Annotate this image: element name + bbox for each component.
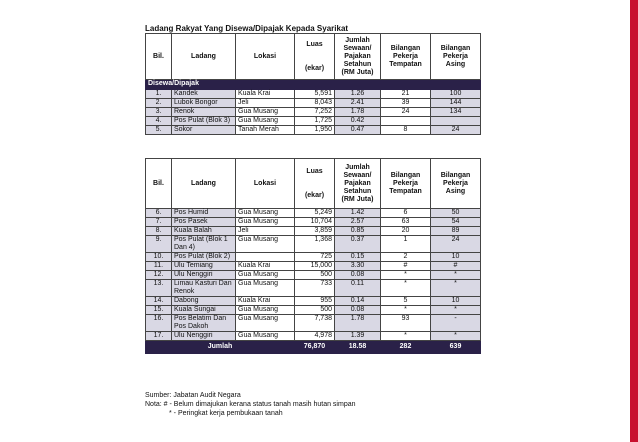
cell-tempatan: 20 — [381, 227, 431, 236]
cell-lokasi: Gua Musang — [236, 332, 295, 341]
cell-sewaan: 1.78 — [335, 108, 381, 117]
cell-asing: * — [431, 280, 481, 297]
cell-lokasi: Gua Musang — [236, 117, 295, 126]
cell-sewaan: 0.47 — [335, 126, 381, 135]
cell-tempatan: 93 — [381, 315, 431, 332]
header-sewaan: Jumlah Sewaan/ Pajakan Setahun (RM Juta) — [335, 159, 381, 209]
cell-sewaan: 0.08 — [335, 306, 381, 315]
header-bil: Bil. — [146, 159, 172, 209]
header-pekerja-asing: Bilangan Pekerja Asing — [431, 34, 481, 80]
cell-asing: 144 — [431, 99, 481, 108]
cell-lokasi: Gua Musang — [236, 108, 295, 117]
table-disewa — [145, 33, 481, 135]
header-luas-label: Luas — [306, 40, 323, 48]
cell-asing: 50 — [431, 209, 481, 218]
cell-sewaan: 0.42 — [335, 117, 381, 126]
header-lokasi: Lokasi — [236, 159, 295, 209]
cell-ladang: Renok — [172, 108, 236, 117]
cell-lokasi: Gua Musang — [236, 315, 295, 332]
table-row — [146, 108, 481, 117]
header-luas-unit: (ekar) — [304, 64, 325, 72]
cell-lokasi: Jeli — [236, 99, 295, 108]
cell-bil: 15. — [146, 306, 172, 315]
cell-asing: 100 — [431, 90, 481, 99]
cell-ladang: Kandek — [172, 90, 236, 99]
cell-lokasi: Kuala Krai — [236, 262, 295, 271]
table-row — [146, 262, 481, 271]
cell-tempatan: 6 — [381, 209, 431, 218]
table-row — [146, 126, 481, 135]
header-pekerja-asing: Bilangan Pekerja Asing — [431, 159, 481, 209]
table-title: Ladang Rakyat Yang Disewa/Dipajak Kepada Syarikat — [145, 24, 349, 33]
table-row — [146, 90, 481, 99]
cell-bil: 7. — [146, 218, 172, 227]
table-row — [146, 332, 481, 341]
cell-sewaan: 0.11 — [335, 280, 381, 297]
cell-luas: 1,725 — [295, 117, 335, 126]
header-pekerja-tempatan: Bilangan Pekerja Tempatan — [381, 34, 431, 80]
cell-luas: 3,859 — [295, 227, 335, 236]
cell-luas: 8,043 — [295, 99, 335, 108]
cell-asing: * — [431, 332, 481, 341]
cell-lokasi: Kuala Krai — [236, 90, 295, 99]
table-row — [146, 209, 481, 218]
section-label: Disewa/Dipajak — [146, 80, 481, 90]
cell-asing: - — [431, 315, 481, 332]
cell-ladang: Sokor — [172, 126, 236, 135]
cell-tempatan: * — [381, 306, 431, 315]
total-luas: 76,870 — [295, 341, 335, 354]
table-row — [146, 99, 481, 108]
cell-sewaan: 0.08 — [335, 271, 381, 280]
header-lokasi: Lokasi — [236, 34, 295, 80]
cell-asing: * — [431, 306, 481, 315]
header-luas — [295, 34, 335, 80]
cell-ladang: Pos Pasek — [172, 218, 236, 227]
cell-sewaan: 0.37 — [335, 236, 381, 253]
cell-ladang: Pos Humid — [172, 209, 236, 218]
table-row — [146, 218, 481, 227]
cell-luas: 1,950 — [295, 126, 335, 135]
cell-lokasi: Gua Musang — [236, 280, 295, 297]
cell-asing: 89 — [431, 227, 481, 236]
total-asing: 639 — [431, 341, 481, 354]
table-row — [146, 253, 481, 262]
cell-asing: 134 — [431, 108, 481, 117]
cell-asing: # — [431, 262, 481, 271]
cell-ladang: Dabong — [172, 297, 236, 306]
cell-asing: * — [431, 271, 481, 280]
cell-bil: 6. — [146, 209, 172, 218]
cell-lokasi: Jeli — [236, 227, 295, 236]
cell-lokasi: Kuala Krai — [236, 297, 295, 306]
cell-bil: 17. — [146, 332, 172, 341]
table-row — [146, 227, 481, 236]
cell-ladang: Kuala Balah — [172, 227, 236, 236]
cell-bil: 11. — [146, 262, 172, 271]
cell-tempatan: 21 — [381, 90, 431, 99]
cell-bil: 14. — [146, 297, 172, 306]
table-row — [146, 236, 481, 253]
cell-luas: 15,000 — [295, 262, 335, 271]
cell-bil: 8. — [146, 227, 172, 236]
table-lain — [145, 158, 481, 354]
cell-sewaan: 3.30 — [335, 262, 381, 271]
cell-bil: 10. — [146, 253, 172, 262]
cell-sewaan: 1.42 — [335, 209, 381, 218]
cell-luas: 1,368 — [295, 236, 335, 253]
notes — [145, 391, 356, 418]
cell-luas: 5,249 — [295, 209, 335, 218]
header-bil: Bil. — [146, 34, 172, 80]
cell-sewaan: 1.39 — [335, 332, 381, 341]
cell-luas: 10,704 — [295, 218, 335, 227]
cell-lokasi: Gua Musang — [236, 236, 295, 253]
header-ladang: Ladang — [172, 34, 236, 80]
cell-luas: 7,738 — [295, 315, 335, 332]
cell-lokasi: Gua Musang — [236, 271, 295, 280]
header-luas-unit: (ekar) — [304, 191, 325, 199]
header-luas — [295, 159, 335, 209]
header-pekerja-tempatan: Bilangan Pekerja Tempatan — [381, 159, 431, 209]
cell-tempatan: * — [381, 280, 431, 297]
cell-bil: 5. — [146, 126, 172, 135]
note-hash: Nota: # - Belum dimajukan kerana status tanah masih hutan simpan — [145, 401, 356, 408]
cell-ladang: Limau Kasturi Dan Renok — [172, 280, 236, 297]
cell-ladang: Kuala Sungai — [172, 306, 236, 315]
cell-bil: 9. — [146, 236, 172, 253]
cell-asing: 54 — [431, 218, 481, 227]
note-star: * - Peringkat kerja pembukaan tanah — [169, 410, 283, 417]
cell-asing: 10 — [431, 253, 481, 262]
cell-luas: 500 — [295, 306, 335, 315]
cell-luas: 4,978 — [295, 332, 335, 341]
cell-bil: 13. — [146, 280, 172, 297]
cell-tempatan — [381, 117, 431, 126]
cell-ladang: Lubok Bongor — [172, 99, 236, 108]
cell-tempatan: * — [381, 332, 431, 341]
cell-sewaan: 0.85 — [335, 227, 381, 236]
cell-sewaan: 0.14 — [335, 297, 381, 306]
cell-asing: 24 — [431, 126, 481, 135]
cell-tempatan: 39 — [381, 99, 431, 108]
cell-sewaan: 0.15 — [335, 253, 381, 262]
cell-bil: 16. — [146, 315, 172, 332]
cell-ladang: Ulu Nenggiri — [172, 271, 236, 280]
cell-ladang: Ulu Temiang — [172, 262, 236, 271]
cell-lokasi: Gua Musang — [236, 306, 295, 315]
cell-tempatan: 8 — [381, 126, 431, 135]
total-sewaan: 18.58 — [335, 341, 381, 354]
cell-luas: 733 — [295, 280, 335, 297]
cell-tempatan: 5 — [381, 297, 431, 306]
cell-lokasi: Gua Musang — [236, 218, 295, 227]
header-sewaan: Jumlah Sewaan/ Pajakan Setahun (RM Juta) — [335, 34, 381, 80]
cell-sewaan: 2.41 — [335, 99, 381, 108]
cell-lokasi — [236, 253, 295, 262]
cell-lokasi: Tanah Merah — [236, 126, 295, 135]
cell-ladang: Ulu Nenggiri — [172, 332, 236, 341]
cell-ladang: Pos Pulat (Blok 3) — [172, 117, 236, 126]
total-label: Jumlah — [146, 341, 295, 354]
cell-luas: 955 — [295, 297, 335, 306]
cell-tempatan: # — [381, 262, 431, 271]
cell-bil: 2. — [146, 99, 172, 108]
cell-tempatan: * — [381, 271, 431, 280]
header-luas-label: Luas — [306, 167, 323, 175]
cell-luas: 7,252 — [295, 108, 335, 117]
cell-asing — [431, 117, 481, 126]
table-row — [146, 306, 481, 315]
cell-luas: 500 — [295, 271, 335, 280]
cell-luas: 725 — [295, 253, 335, 262]
total-tempatan: 282 — [381, 341, 431, 354]
table-row — [146, 280, 481, 297]
cell-sewaan: 1.26 — [335, 90, 381, 99]
accent-bar — [630, 0, 638, 442]
cell-ladang: Pos Belatim Dan Pos Dakoh — [172, 315, 236, 332]
cell-bil: 3. — [146, 108, 172, 117]
cell-tempatan: 24 — [381, 108, 431, 117]
table-row — [146, 117, 481, 126]
cell-bil: 4. — [146, 117, 172, 126]
cell-tempatan: 1 — [381, 236, 431, 253]
cell-bil: 12. — [146, 271, 172, 280]
cell-tempatan: 63 — [381, 218, 431, 227]
table-row — [146, 297, 481, 306]
cell-tempatan: 2 — [381, 253, 431, 262]
cell-bil: 1. — [146, 90, 172, 99]
cell-lokasi: Gua Musang — [236, 209, 295, 218]
cell-sewaan: 2.57 — [335, 218, 381, 227]
cell-sewaan: 1.78 — [335, 315, 381, 332]
cell-asing: 10 — [431, 297, 481, 306]
table-row — [146, 271, 481, 280]
cell-ladang: Pos Pulat (Blok 2) — [172, 253, 236, 262]
header-ladang: Ladang — [172, 159, 236, 209]
cell-ladang: Pos Pulat (Blok 1 Dan 4) — [172, 236, 236, 253]
note-source: Sumber: Jabatan Audit Negara — [145, 392, 241, 399]
table-row — [146, 315, 481, 332]
cell-luas: 5,591 — [295, 90, 335, 99]
cell-asing: 24 — [431, 236, 481, 253]
